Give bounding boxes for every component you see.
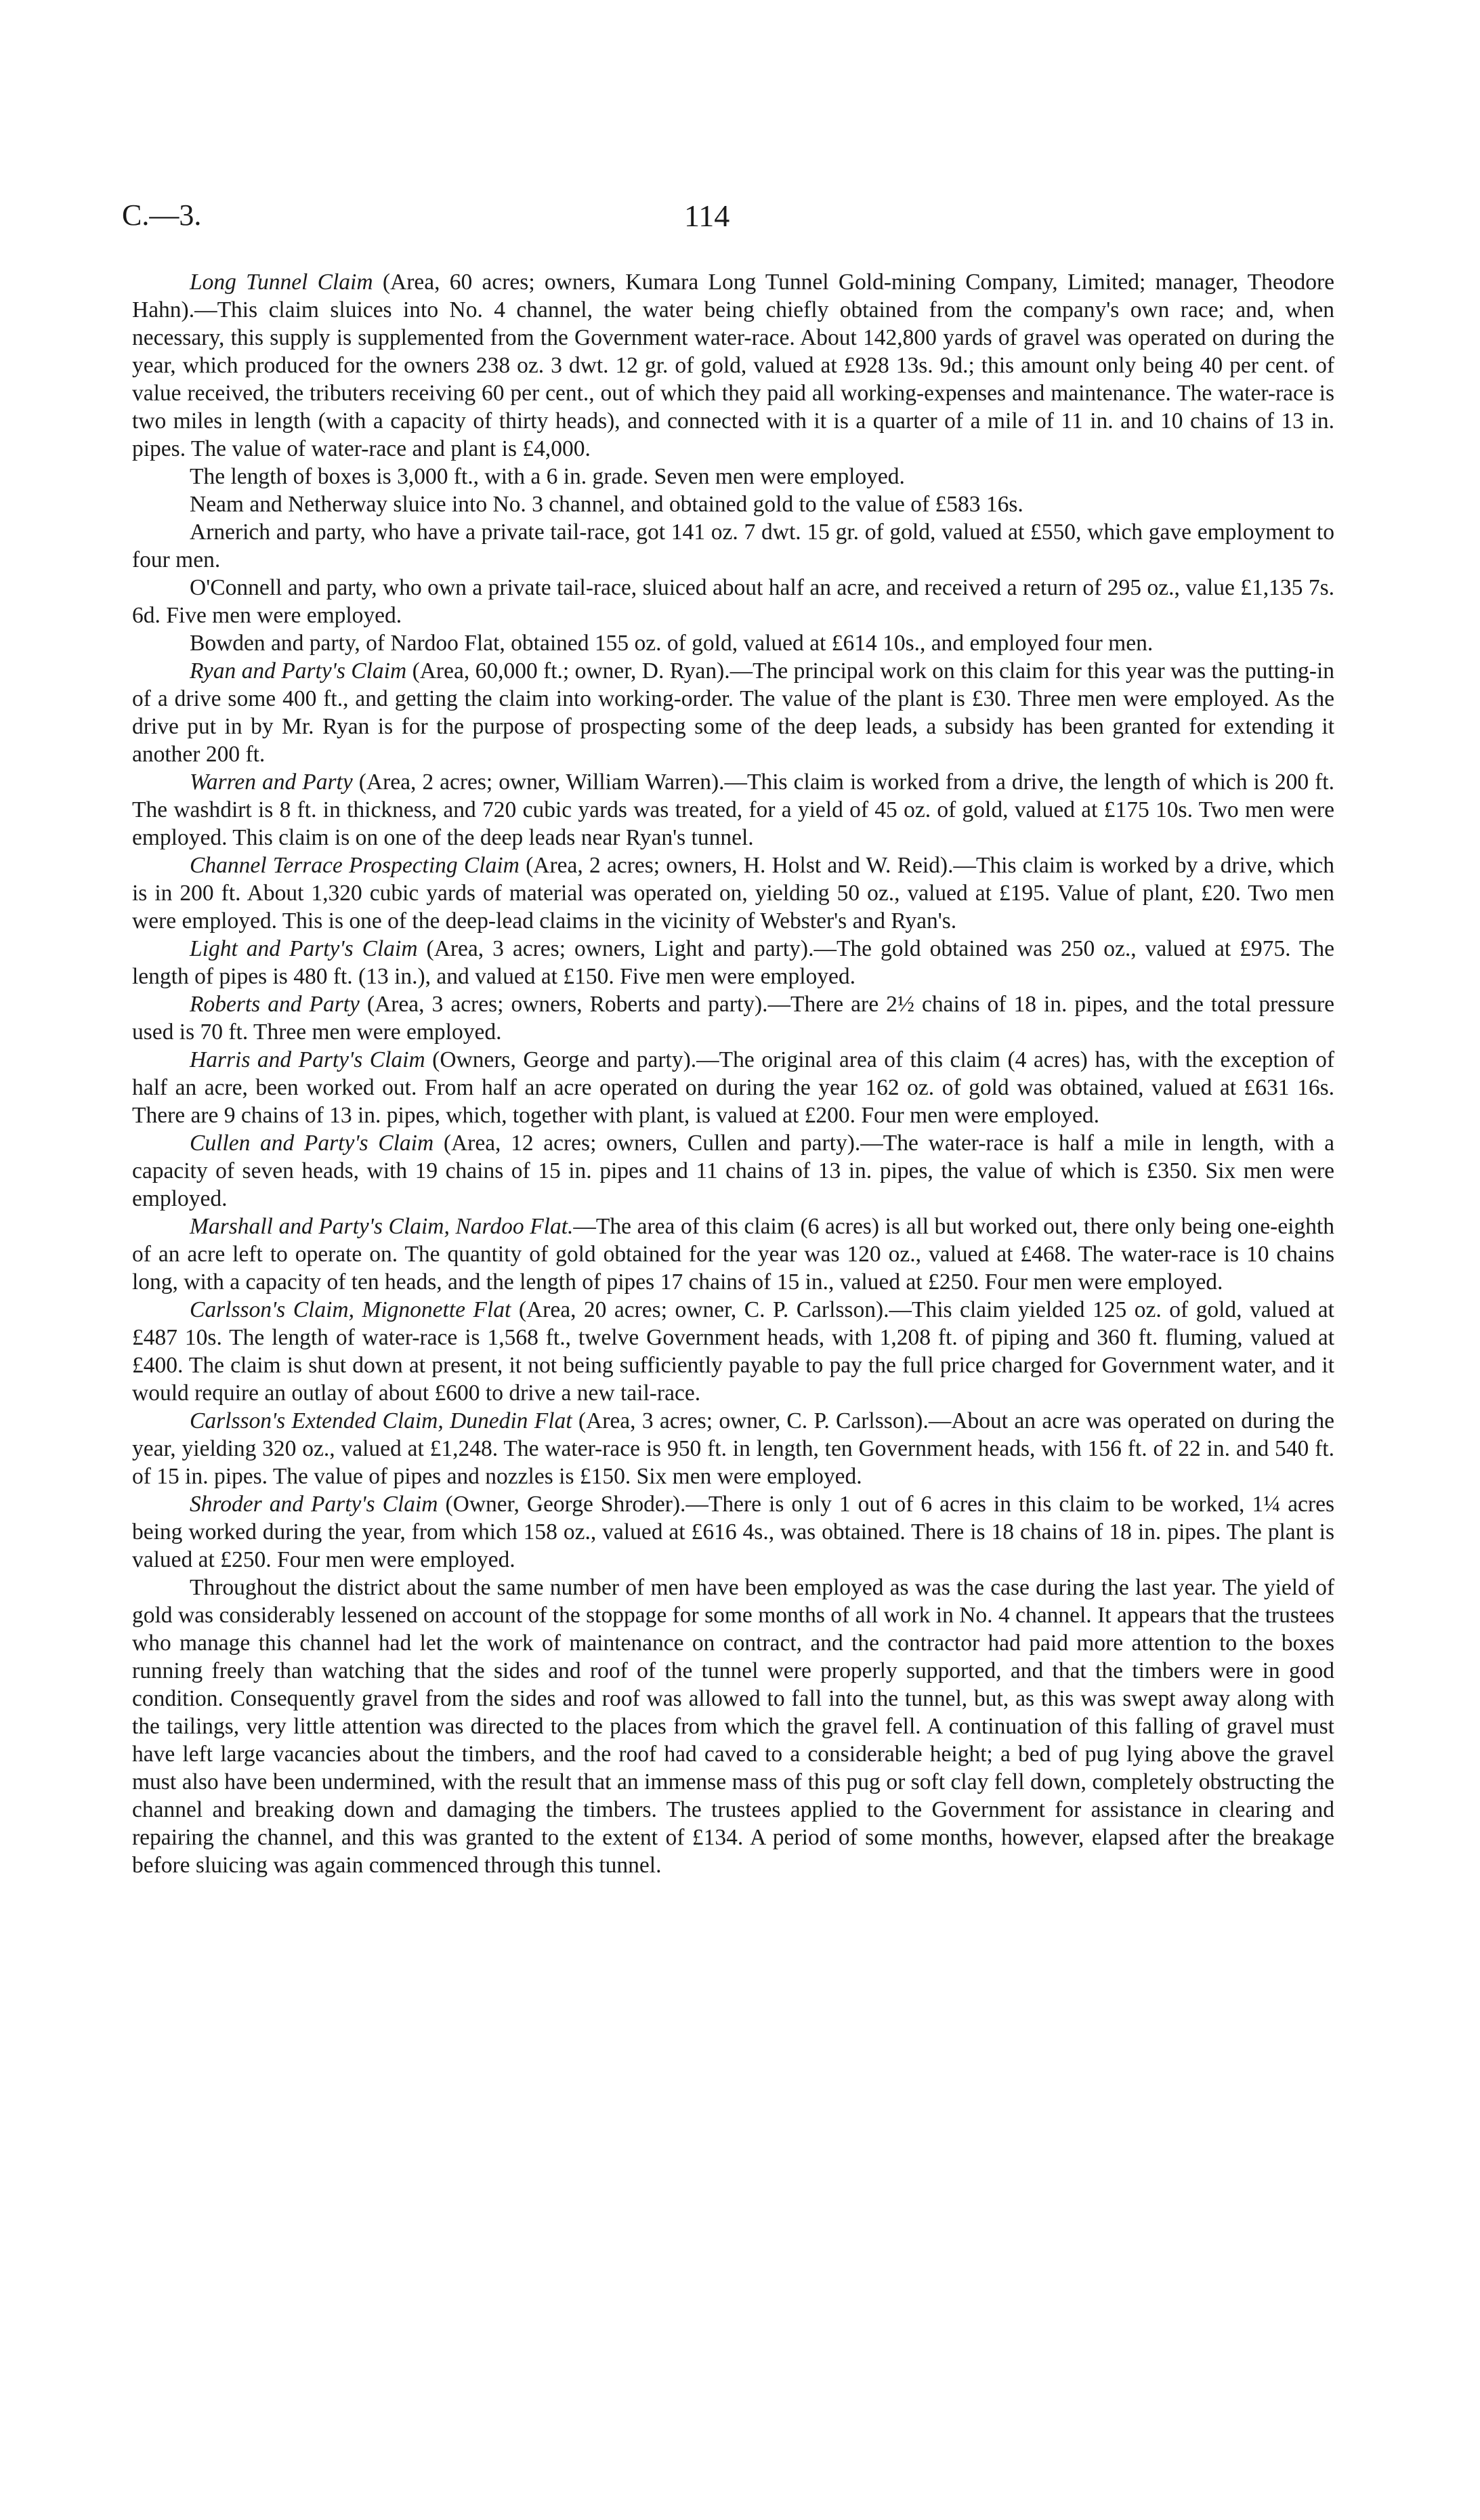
- report-body: [132, 268, 1334, 1879]
- paragraph-text: Arnerich and party, who have a private tail-race, got 141 oz. 7 dwt. 15 gr. of gold, valued at £550, which gave employment to four men.: [132, 520, 1334, 572]
- paragraph-roberts-party: [132, 990, 1334, 1046]
- paragraph-marshall-claim: [132, 1213, 1334, 1296]
- paragraph-channel-terrace: [132, 852, 1334, 935]
- paragraph-neam-netherway: [132, 490, 1334, 518]
- paragraph-text: —The area of this claim (6 acres) is all but worked out, there only being one-eighth of an acre left to operate on. The quantity of gold obtained for the year was 120 oz., valued at £468. The water-race is 10 chains long, with a capacity of ten heads, and the length of pipes 17 chains of 15 in., valued at £250. Four men were employed.: [132, 1214, 1334, 1295]
- claim-name: Ryan and Party's Claim: [190, 658, 407, 684]
- paragraph-arnerich: [132, 518, 1334, 574]
- paragraph-boxes: [132, 463, 1334, 490]
- paragraph-carlsson-extended: [132, 1407, 1334, 1490]
- claim-name: Long Tunnel Claim: [190, 270, 373, 295]
- paragraph-text: (Owner, George Shroder).—There is only 1 out of 6 acres in this claim to be worked, 1¼ acres being worked during the year, from which 158 oz., valued at £616 4s., was obtained. There is 18 chains of 18 in. pipes. The plant is valued at £250. Four men were employed.: [132, 1492, 1334, 1572]
- paragraph-text: Throughout the district about the same number of men have been employed as was the case during the last year. The yield of gold was considerably lessened on account of the stoppage for some months of all work in No. 4 channel. It appears that the trustees who manage this channel had let the work of maintenance on contract, and the contractor had paid more attention to the boxes running freely than watching that the sides and roof of the tunnel were properly supported, and that the timbers were in good condition. Consequently gravel from the sides and roof was allowed to fall into the tunnel, but, as this was swept away along with the tailings, very little attention was directed to the places from which the gravel fell. A continuation of this falling of gravel must have left large vacancies about the timbers, and the roof had caved to a considerable height; a bed of pug lying above the gravel must also have been undermined, with the result that an immense mass of this pug or soft clay fell down, completely obstructing the channel and breaking down and damaging the timbers. The trustees applied to the Government for assistance in clearing and repairing the channel, and this was granted to the extent of £134. A period of some months, however, elapsed after the breakage before sluicing was again commenced through this tunnel.: [132, 1575, 1334, 1878]
- paragraph-harris-claim: [132, 1046, 1334, 1129]
- paragraph-text: (Area, 2 acres; owner, William Warren).—This claim is worked from a drive, the length of which is 200 ft. The washdirt is 8 ft. in thickness, and 720 cubic yards was treated, for a yield of 45 oz. of gold, valued at £175 10s. Two men were employed. This claim is on one of the deep leads near Ryan's tunnel.: [132, 770, 1334, 850]
- paragraph-district-summary: [132, 1574, 1334, 1879]
- paragraph-text: (Owners, George and party).—The original area of this claim (4 acres) has, with the exception of half an acre, been worked out. From half an acre operated on during the year 162 oz. of gold was obtained, valued at £631 16s. There are 9 chains of 13 in. pipes, which, together with plant, is valued at £200. Four men were employed.: [132, 1047, 1335, 1128]
- claim-name: Cullen and Party's Claim: [190, 1131, 434, 1156]
- paragraph-ryan-claim: [132, 657, 1334, 768]
- paragraph-text: (Area, 2 acres; owners, H. Holst and W. Reid).—This claim is worked by a drive, which is in 200 ft. About 1,320 cubic yards of material was operated on, yielding 50 oz., valued at £195. Value of plant, £20. Two men were employed. This is one of the deep-lead claims in the vicinity of Webster's and Ryan's.: [132, 853, 1334, 933]
- paragraph-carlsson-claim: [132, 1296, 1334, 1407]
- paragraph-text: Neam and Netherway sluice into No. 3 channel, and obtained gold to the value of £583 16s.: [190, 492, 1023, 517]
- paragraph-text: (Area, 3 acres; owners, Light and party).—The gold obtained was 250 oz., valued at £975. The length of pipes is 480 ft. (13 in.), and valued at £150. Five men were employed.: [132, 936, 1334, 989]
- paragraph-oconnell: [132, 574, 1334, 629]
- paragraph-text: (Area, 20 acres; owner, C. P. Carlsson).—This claim yielded 125 oz. of gold, valued at £487 10s. The length of water-race is 1,568 ft., twelve Government heads, with 1,208 ft. of piping and 360 ft. fluming, valued at £400. The claim is shut down at present, it not being sufficiently payable to pay the full price charged for Government water, and it would require an outlay of about £600 to drive a new tail-race.: [132, 1297, 1334, 1406]
- paragraph-text: (Area, 3 acres; owner, C. P. Carlsson).—About an acre was operated on during the year, yielding 320 oz., valued at £1,248. The water-race is 950 ft. in length, ten Government heads, with 156 ft. of 22 in. and 540 ft. of 15 in. pipes. The value of pipes and nozzles is £150. Six men were employed.: [132, 1408, 1334, 1489]
- page-header: [0, 198, 1480, 238]
- claim-name: Light and Party's Claim: [190, 936, 418, 961]
- paragraph-light-claim: [132, 935, 1334, 990]
- paragraph-long-tunnel-claim: [132, 268, 1334, 463]
- paragraph-text: (Area, 12 acres; owners, Cullen and party).—The water-race is half a mile in length, with a capacity of seven heads, with 19 chains of 15 in. pipes and 11 chains of 13 in. pipes, the value of which is £350. Six men were employed.: [132, 1131, 1334, 1211]
- claim-name: Carlsson's Claim, Mignonette Flat: [190, 1297, 511, 1322]
- document-code: C.—3.: [122, 198, 202, 232]
- paragraph-text: O'Connell and party, who own a private tail-race, sluiced about half an acre, and received a return of 295 oz., value £1,135 7s. 6d. Five men were employed.: [132, 575, 1334, 628]
- claim-name: Harris and Party's Claim: [190, 1047, 425, 1072]
- paragraph-text: Bowden and party, of Nardoo Flat, obtained 155 oz. of gold, valued at £614 10s., and employed four men.: [190, 631, 1154, 656]
- paragraph-text: (Area, 3 acres; owners, Roberts and party).—There are 2½ chains of 18 in. pipes, and the total pressure used is 70 ft. Three men were employed.: [132, 992, 1335, 1045]
- paragraph-bowden: [132, 629, 1334, 657]
- paragraph-shroder-claim: [132, 1490, 1334, 1574]
- paragraph-text: The length of boxes is 3,000 ft., with a 6 in. grade. Seven men were employed.: [190, 464, 905, 489]
- claim-name: Warren and Party: [190, 770, 353, 795]
- paragraph-cullen-claim: [132, 1129, 1334, 1213]
- claim-name: Carlsson's Extended Claim, Dunedin Flat: [190, 1408, 572, 1433]
- paragraph-warren-party: [132, 768, 1334, 852]
- claim-name: Roberts and Party: [190, 992, 360, 1017]
- paragraph-text: (Area, 60 acres; owners, Kumara Long Tunnel Gold-mining Company, Limited; manager, Theodore Hahn).—This claim sluices into No. 4 channel, the water being chiefly obtained from the company's own race; and, when necessary, this supply is supplemented from the Government water-race. About 142,800 yards of gravel was operated on during the year, which produced for the owners 238 oz. 3 dwt. 12 gr. of gold, valued at £928 13s. 9d.; this amount only being 40 per cent. of value received, the tributers receiving 60 per cent., out of which they paid all working-expenses and maintenance. The water-race is two miles in length (with a capacity of thirty heads), and connected with it is a quarter of a mile of 11 in. and 10 chains of 13 in. pipes. The value of water-race and plant is £4,000.: [132, 270, 1334, 461]
- paragraph-text: (Area, 60,000 ft.; owner, D. Ryan).—The principal work on this claim for this year was the putting-in of a drive some 400 ft., and getting the claim into working-order. The value of the plant is £30. Three men were employed. As the drive put in by Mr. Ryan is for the purpose of prospecting some of the deep leads, a subsidy has been granted for extending it another 200 ft.: [132, 658, 1334, 767]
- claim-name: Shroder and Party's Claim: [190, 1492, 438, 1517]
- page-number: 114: [684, 198, 730, 233]
- claim-name: Marshall and Party's Claim, Nardoo Flat.: [190, 1214, 574, 1239]
- claim-name: Channel Terrace Prospecting Claim: [190, 853, 520, 878]
